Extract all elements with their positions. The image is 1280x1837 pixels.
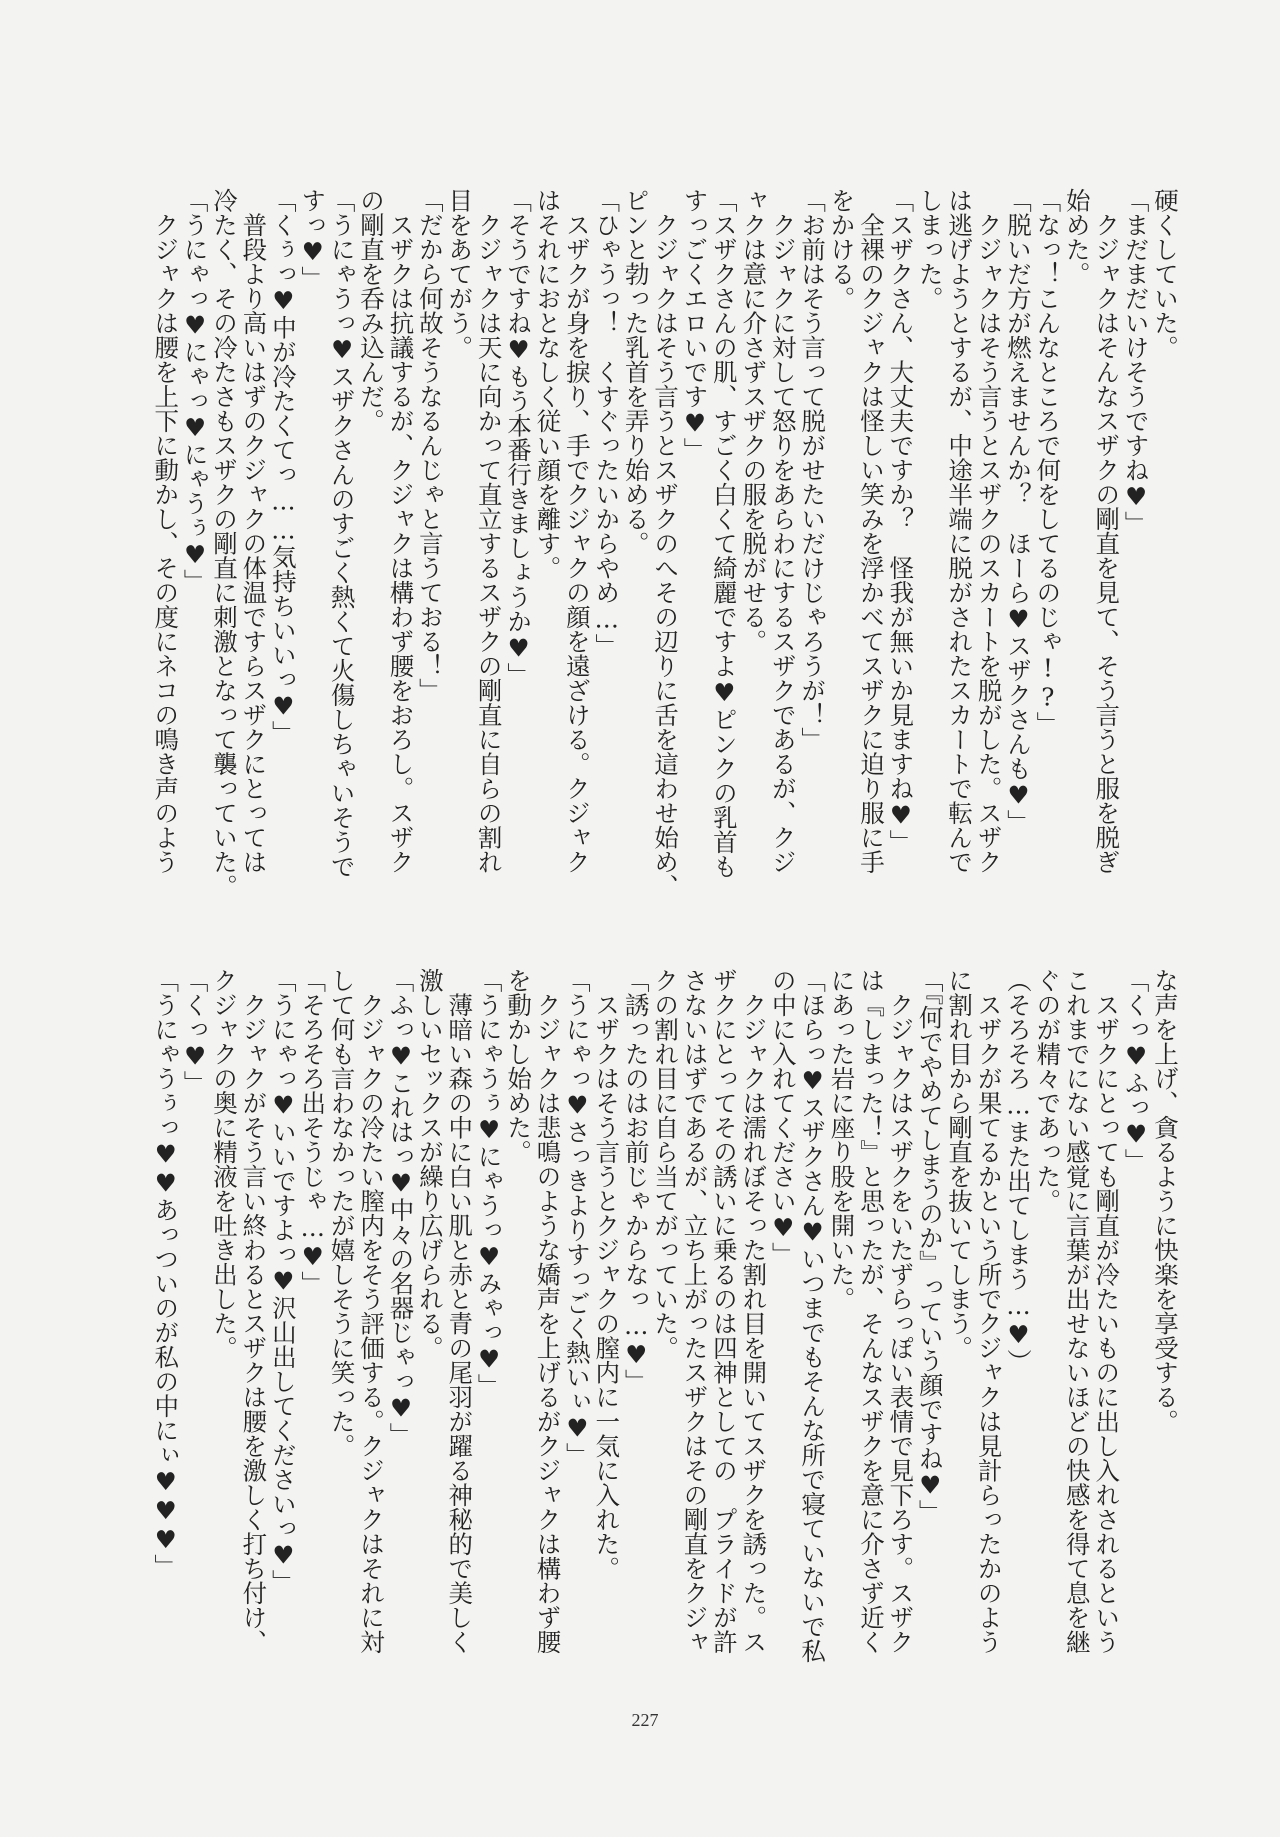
text-line: 「だから何故そうなるんじゃと言うておる！」 [415,188,445,703]
text-line: は逃げようとするが、中途半端に脱がされたスカートで転んで [945,188,975,874]
text-line: 硬くしていた。 [1151,188,1180,360]
text-line: 「そろそろ出そうじゃ…♥」 [298,968,328,1296]
text-line: （そろそろ…また出てしまう…♥） [1003,968,1033,1374]
text-line: クジャクがそう言い終わるとスザクは腰を激しく打ち付け、 [239,968,269,1654]
text-line: 「『何でやめてしまうのか』っていう顔ですね♥」 [915,968,945,1524]
text-line: 「スザクさんの肌、すごく白くて綺麗ですよ♥ピンクの乳首も [709,188,739,879]
page-number: 227 [631,1710,659,1730]
text-line: 激しいセックスが繰り広げられる。 [415,968,445,1360]
text-line: 「そうですね♥もう本番行きましょうか♥」 [504,188,534,687]
text-line: 全裸のクジャクは怪しい笑みを浮かべてスザクに迫り服に手 [856,188,886,874]
text-line: スザクは抗議するが、クジャクは構わず腰をおろし。スザク [386,188,416,874]
text-line: 冷たく、その冷たさもスザクの剛直に刺激となって襲っていた。 [210,188,239,899]
text-line: な声を上げ、貪るように快楽を享受する。 [1151,968,1180,1434]
text-line: クジャクはそんなスザクの剛直を見て、そう言うと服を脱ぎ [1092,188,1122,874]
text-line: 普段より高いはずのクジャクの体温ですらスザクにとっては [239,188,269,874]
text-line: スザクが果てるかという所でクジャクは見計らったかのよう [974,968,1004,1654]
text-line: 「うにゃうっ♥スザクさんのすごく熱くて火傷しちゃいそうで [327,188,357,879]
text-line: をかける。 [827,188,857,311]
text-line: クジャクは悲鳴のような嬌声を上げるがクジャクは構わず腰 [533,968,563,1654]
text-line: すっごくエロいです♥」 [680,188,710,462]
text-block-top [150,188,1180,899]
text-line: スザクにとっても剛直が冷たいものに出し入れされるという [1092,968,1122,1654]
text-line: ピンと勃った乳首を弄り始める。 [621,188,651,556]
text-line: 「うにゃうぅっ♥♥あっついのが私の中にぃ♥♥♥」 [151,968,181,1579]
text-line: 「まだまだいけそうですね♥」 [1121,188,1151,536]
text-line: しまった。 [915,188,945,311]
text-line: 「ひゃうっ！ くすぐったいからやめ…」 [592,188,622,658]
text-line: の中に入れてください♥」 [768,968,798,1267]
text-line: スザクはそう言うとクジャクの膣内に一気に入れた。 [592,968,622,1581]
text-block-bottom [150,968,1180,1668]
text-line: して何も言わなかったが嬉しそうに笑った。 [327,968,357,1458]
text-line: 「ふっ♥これはっ♥中々の名器じゃっ♥」 [386,968,416,1447]
text-line: 「ほらっ♥スザクさん♥いつまでもそんな所で寝ていないで私 [798,968,828,1663]
text-line: はそれにおとなしく従い顔を離す。 [533,188,563,580]
text-line: 「くっ♥」 [180,968,210,1095]
text-line: 「くっ♥ふっ♥」 [1121,968,1151,1173]
text-line: 「うにゃうぅ♥にゃうっ♥みゃっ♥」 [474,968,504,1398]
text-line: 「なっ！こんなところで何をしてるのじゃ!?」 [1033,188,1063,736]
text-line: にあった岩に座り股を開いた。 [827,968,857,1311]
text-line: 目をあてがう。 [445,188,475,360]
text-line: さないはずであるが、立ち上がったスザクはその剛直をクジャ [680,968,710,1654]
text-line: これまでにない感覚に言葉が出せないほどの快感を得て息を継 [1062,968,1092,1654]
text-line: クジャクに対して怒りをあらわにするスザクであるが、クジ [768,188,798,874]
text-line: ザクにとってその誘いに乗るのは四神としての プライドが許 [709,968,739,1654]
text-line: は『しまった！』と思ったが、そんなスザクを意に介さず近く [856,968,886,1654]
text-line: に割れ目から剛直を抜いてしまう。 [945,968,975,1360]
text-line: 「くぅっ♥中が冷たくてっ……気持ちいいっ♥」 [268,188,298,745]
text-line: 「お前はそう言って脱がせたいだけじゃろうが！」 [798,188,828,752]
text-line: 「うにゃっ♥さっきよりすっごく熱いぃ♥」 [562,968,592,1467]
text-line: クジャクは濡れぼそった割れ目を開いてスザクを誘った。ス [739,968,769,1654]
text-line: の剛直を呑み込んだ。 [357,188,387,433]
text-line: スザクが身を捩り、手でクジャクの顔を遠ざける。クジャク [562,188,592,874]
text-line: 「脱いだ方が燃えませんか？ ほーら♥スザクさんも♥」 [1003,188,1033,834]
text-line: 始めた。 [1062,188,1092,286]
text-line: ャクは意に介さずスザクの服を脱がせる。 [739,188,769,654]
text-line: すっ♥」 [298,188,328,291]
text-line: クジャクは腰を上下に動かし、その度にネコの鳴き声のよう [151,188,181,874]
text-line: 「うにゃっ♥いいですよっ♥沢山出してくださいっ♥」 [268,968,298,1594]
text-line: を動かし始めた。 [504,968,534,1164]
text-line: 「うにゃっ♥にゃっ♥にゃうぅ♥」 [180,188,210,594]
text-line: 「スザクさん、大丈夫ですか？ 怪我が無いか見ますね♥」 [886,188,916,854]
text-line: 「誘ったのはお前じゃからなっ…♥」 [621,968,651,1394]
text-line: 薄暗い森の中に白い肌と赤と青の尾羽が躍る神秘的で美しく [445,968,475,1654]
text-line: クジャクはそう言うとスザクのスカートを脱がした。スザク [974,188,1004,874]
text-line: クジャクは天に向かって直立するスザクの剛直に自らの割れ [474,188,504,874]
text-line: クジャクはスザクをいたずらっぽい表情で見下ろす。スザク [886,968,916,1654]
text-line: ぐのが精々であった。 [1033,968,1063,1213]
text-line: クジャクはそう言うとスザクのへその辺りに舌を這わせ始め、 [651,188,681,899]
text-line: クジャクの奥に精液を吐き出した。 [210,968,239,1360]
text-line: クの割れ目に自ら当てがっていた。 [651,968,681,1360]
text-line: クジャクの冷たい膣内をそう評価する。クジャクはそれに対 [357,968,387,1654]
